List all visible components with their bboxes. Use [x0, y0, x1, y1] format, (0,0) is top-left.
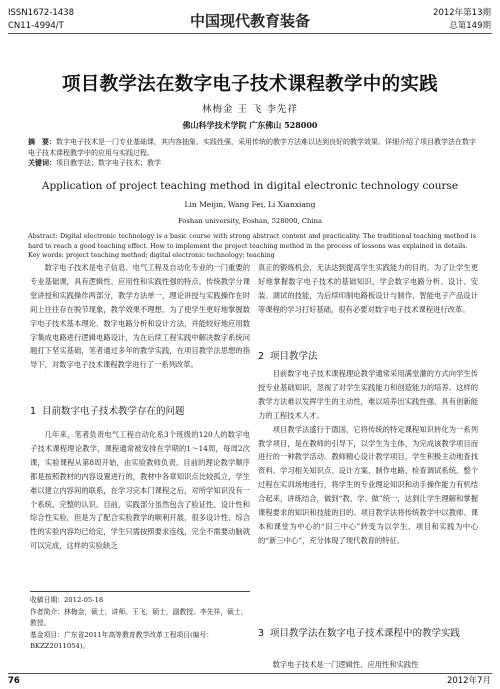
english-title: Application of project teaching method in digital electronic technology course [41, 180, 459, 192]
section-2-body [258, 367, 478, 548]
section-1-body [30, 428, 250, 553]
footer-rule [8, 673, 492, 674]
keywords-label: 关键词： [28, 159, 56, 167]
section-1-paragraph: 几年来，笔者负责电气工程自动化系3个班级的120人的数字电子技术课程理论教学，课程通常被安排在学期的1～14周，每周2次课，实验课程从第8周开始，由实验教师负责。目前的理论教学顺序都是按照教材的内容设置进行的，教材中各章知识点比较孤立，学生难以建立内容间的联系，在学习完本门课程之后，对所学知识没有一个系统、完整的认识。目前，实践部分虽然包含了验证性、设计性和综合性实验，但是为了配合实验教学的顺利开展，很多设计性、综合性的实验内容均已给定，学生只需按照要求连线，完全不需要动脑就可以完成，这样的实验缺乏 [30, 430, 250, 551]
english-abstract-block [28, 232, 476, 261]
page-number: 76 [8, 676, 20, 686]
authors: 林梅金 王 飞 李先祥 [201, 104, 299, 115]
section-2-title: 项目教学法 [270, 351, 318, 362]
abstract-block [28, 137, 476, 169]
section-3-heading [258, 627, 478, 640]
section-2-number: 2 [258, 351, 265, 362]
section-1-heading [30, 403, 250, 417]
header-rule [8, 33, 492, 34]
journal-name: 中国现代教育装备 [189, 12, 310, 30]
section-3-paragraph-1: 数字电子技术是一门逻辑性、应用性和实践性 [272, 660, 419, 669]
section-1-title: 目前数字电子技术教学存在的问题 [42, 406, 185, 417]
english-keywords: Key words: project teaching method; digital electronic technology; teaching [28, 251, 275, 259]
abstract-text: 数字电子技术是一门专业基础课，其内容抽象、实践性强，采用传统的教学方法难以达到良好的教学效果。详细介绍了项目教学法在数字电子技术课程教学中的应用与实践过程。 [28, 138, 476, 157]
right-paragraph-1: 真正的锻炼机会，无法达到提高学生实践能力的目的。为了让学生更好地掌握数字电子技术的基础知识，学会数字电路分析、设计、安装、调试的技能，为后续印制电路板设计与制作、智能电子产品设计等课程的学习打好基础，很有必要对数字电子技术课程进行改革。 [258, 263, 478, 314]
english-abstract: Abstract: Digital electronic technology is a basic course with strong abstract content and practicality. The traditional teaching method is hard to reach a good teaching effect. How to implement the project teaching method in the process of lessons was explained in details. [28, 232, 476, 250]
section-3-body [258, 658, 478, 672]
issue-label: 2012年第13期 [433, 8, 491, 18]
cn-number: CN11-4994/T [8, 21, 64, 31]
section-2-paragraph-1: 目前数字电子技术课程理论教学通常采用满堂灌的方式向学生传授专业基础知识，忽视了对学生实践能力和创造能力的培养。这样的教学方法难以发挥学生的主动性，难以培养出实践性强、具有创新能力的工程技术人才。 [258, 369, 478, 420]
section-3-number: 3 [258, 628, 265, 639]
section-3-title: 项目教学法在数字电子技术课程中的教学实践 [270, 628, 461, 639]
received-date: 收稿日期：2012-05-18 [30, 596, 104, 604]
total-issue: 总第149期 [449, 21, 491, 31]
author-bio: 作者简介：林梅金，硕士，讲师。王飞，硕士，副教授。李先祥，硕士，教授。 [30, 607, 248, 627]
english-affiliation: Foshan university, Foshan, 528000, China [177, 217, 323, 225]
issn: ISSN1672-1438 [8, 8, 74, 18]
footnote-rule [30, 591, 250, 592]
abstract-label: 摘 要： [28, 138, 56, 146]
english-authors: Lin Meijin, Wang Fei, Li Xianxiang [184, 200, 316, 209]
intro-paragraph: 数字电子技术是电子信息、电气工程及自动化专业的一门重要的专业基础课，具有逻辑性、应用性和实践性强的特点。传统教学分课堂讲授和实践操作两部分，教学方法单一，理论讲授与实践操作在时间上往往存在脱节现象，教学效果不理想。为了使学生更好地掌握数字电子技术基本理论、数字电路分析和设计方法，并能较好地应用数字集成电路进行逻辑电路设计，为在后续工程实践中解决数字系统问题打下坚实基础，笔者通过多年的教学实践，在项目教学法思想的指导下，对数字电子技术课程教学进行了一系列改革。 [30, 263, 250, 370]
section-1-number: 1 [30, 406, 37, 417]
footnotes [30, 595, 250, 653]
left-column [30, 261, 250, 372]
issue-date: 2012年7月 [446, 676, 491, 686]
fund-info: 基金项目：广东省2011年高等教育教学改革工程项目(编号：BKZZ2011054)。 [30, 630, 214, 650]
section-2-heading [258, 348, 478, 362]
keywords-text: 项目教学法；数字电子技术；教学 [56, 159, 161, 167]
right-column [258, 261, 478, 317]
affiliation: 佛山科学技术学院 广东佛山 528000 [182, 120, 318, 130]
section-2-paragraph-2: 项目教学法盛行于德国，它将传统的特定课程知识转化为一系列教学项目，是在教师的引导下，以学生为主体，为完成该教学项目而进行的一种教学活动。教师精心设计教学项目，学生积极主动地查找资料、学习相关知识点、设计方案、制作电路、检查调试系统。整个过程在实训场地进行，将学生的专业理论知识和动手操作能力有机结合起来，讲练结合，做到“教、学、做”统一，达到让学生理解和掌握课程要求的知识和技能的目的。项目教学法将传统教学中以教师、课本和课堂为中心的“旧三中心”转变为以学生、项目和实践为中心的“新三中心”，充分体现了现代教育的特征。 [258, 424, 478, 545]
paper-title: 项目教学法在数字电子技术课程教学中的实践 [61, 74, 438, 95]
